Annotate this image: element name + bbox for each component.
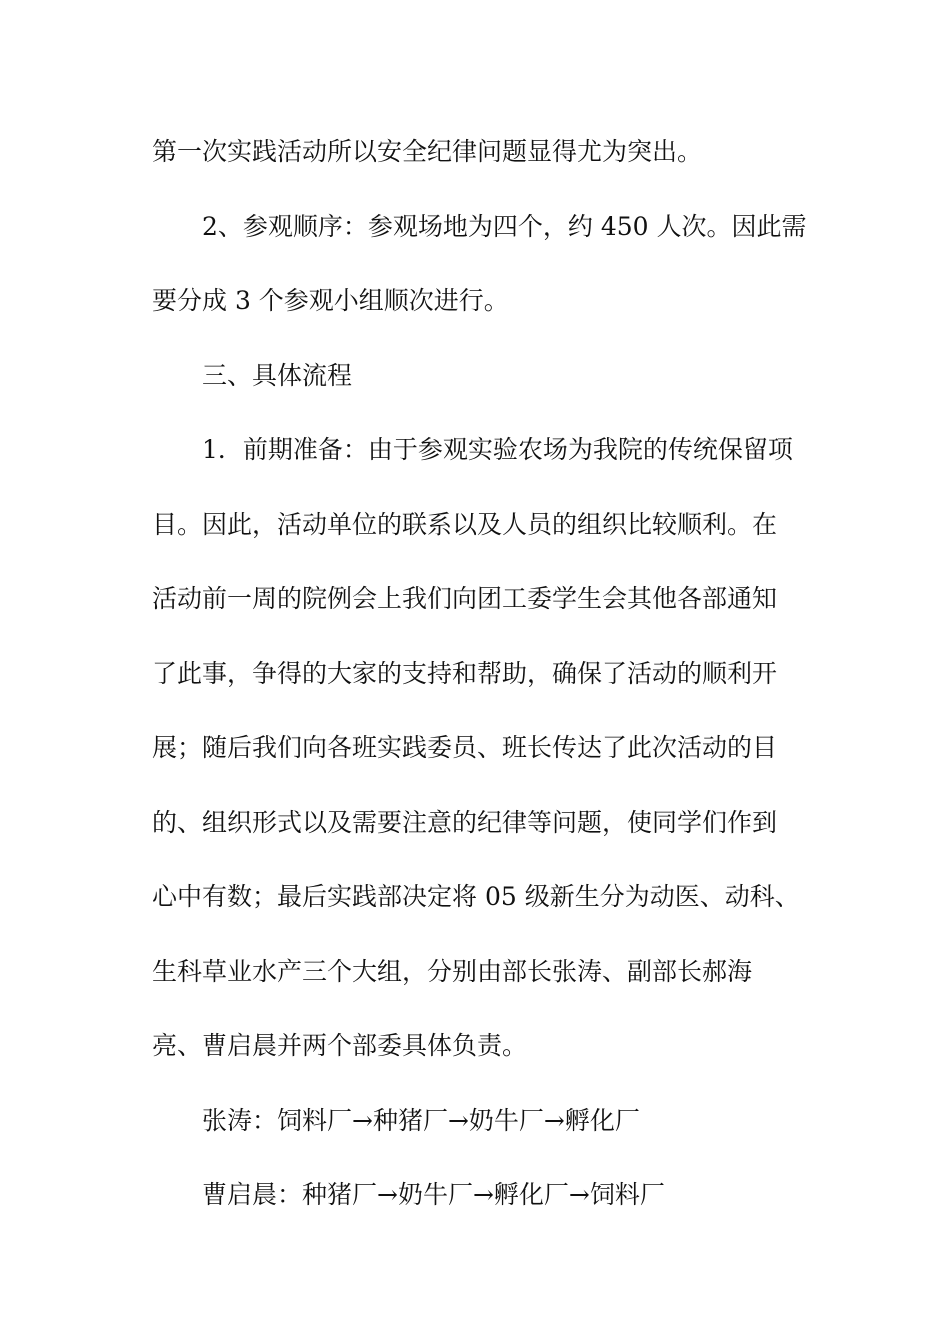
body-text-line: 的、组织形式以及需要注意的纪律等问题，使同学们作到	[152, 808, 778, 837]
body-text-line: 目。因此，活动单位的联系以及人员的组织比较顺利。在	[152, 510, 778, 539]
body-text-line: 了此事，争得的大家的支持和帮助，确保了活动的顺利开	[152, 659, 778, 688]
body-text-line: 1．前期准备：由于参观实验农场为我院的传统保留项	[202, 435, 793, 464]
route-line: 曹启晨：种猪厂→奶牛厂→孵化厂→饲料厂	[202, 1180, 665, 1209]
section-heading: 三、具体流程	[202, 361, 353, 390]
route-line: 张涛：饲料厂→种猪厂→奶牛厂→孵化厂	[202, 1106, 640, 1135]
body-text-line: 展；随后我们向各班实践委员、班长传达了此次活动的目	[152, 733, 778, 762]
body-text-line: 亮、曹启晨并两个部委具体负责。	[152, 1031, 528, 1060]
body-text-line: 第一次实践活动所以安全纪律问题显得尤为突出。	[152, 137, 703, 166]
body-text-line: 要分成 3 个参观小组顺次进行。	[152, 286, 509, 315]
body-text-line: 生科草业水产三个大组，分别由部长张涛、副部长郝海	[152, 957, 753, 986]
body-text-line: 活动前一周的院例会上我们向团工委学生会其他各部通知	[152, 584, 778, 613]
body-text-line: 心中有数；最后实践部决定将 05 级新生分为动医、动科、	[152, 882, 800, 911]
body-text-line: 2、参观顺序：参观场地为四个，约 450 人次。因此需	[202, 212, 807, 241]
